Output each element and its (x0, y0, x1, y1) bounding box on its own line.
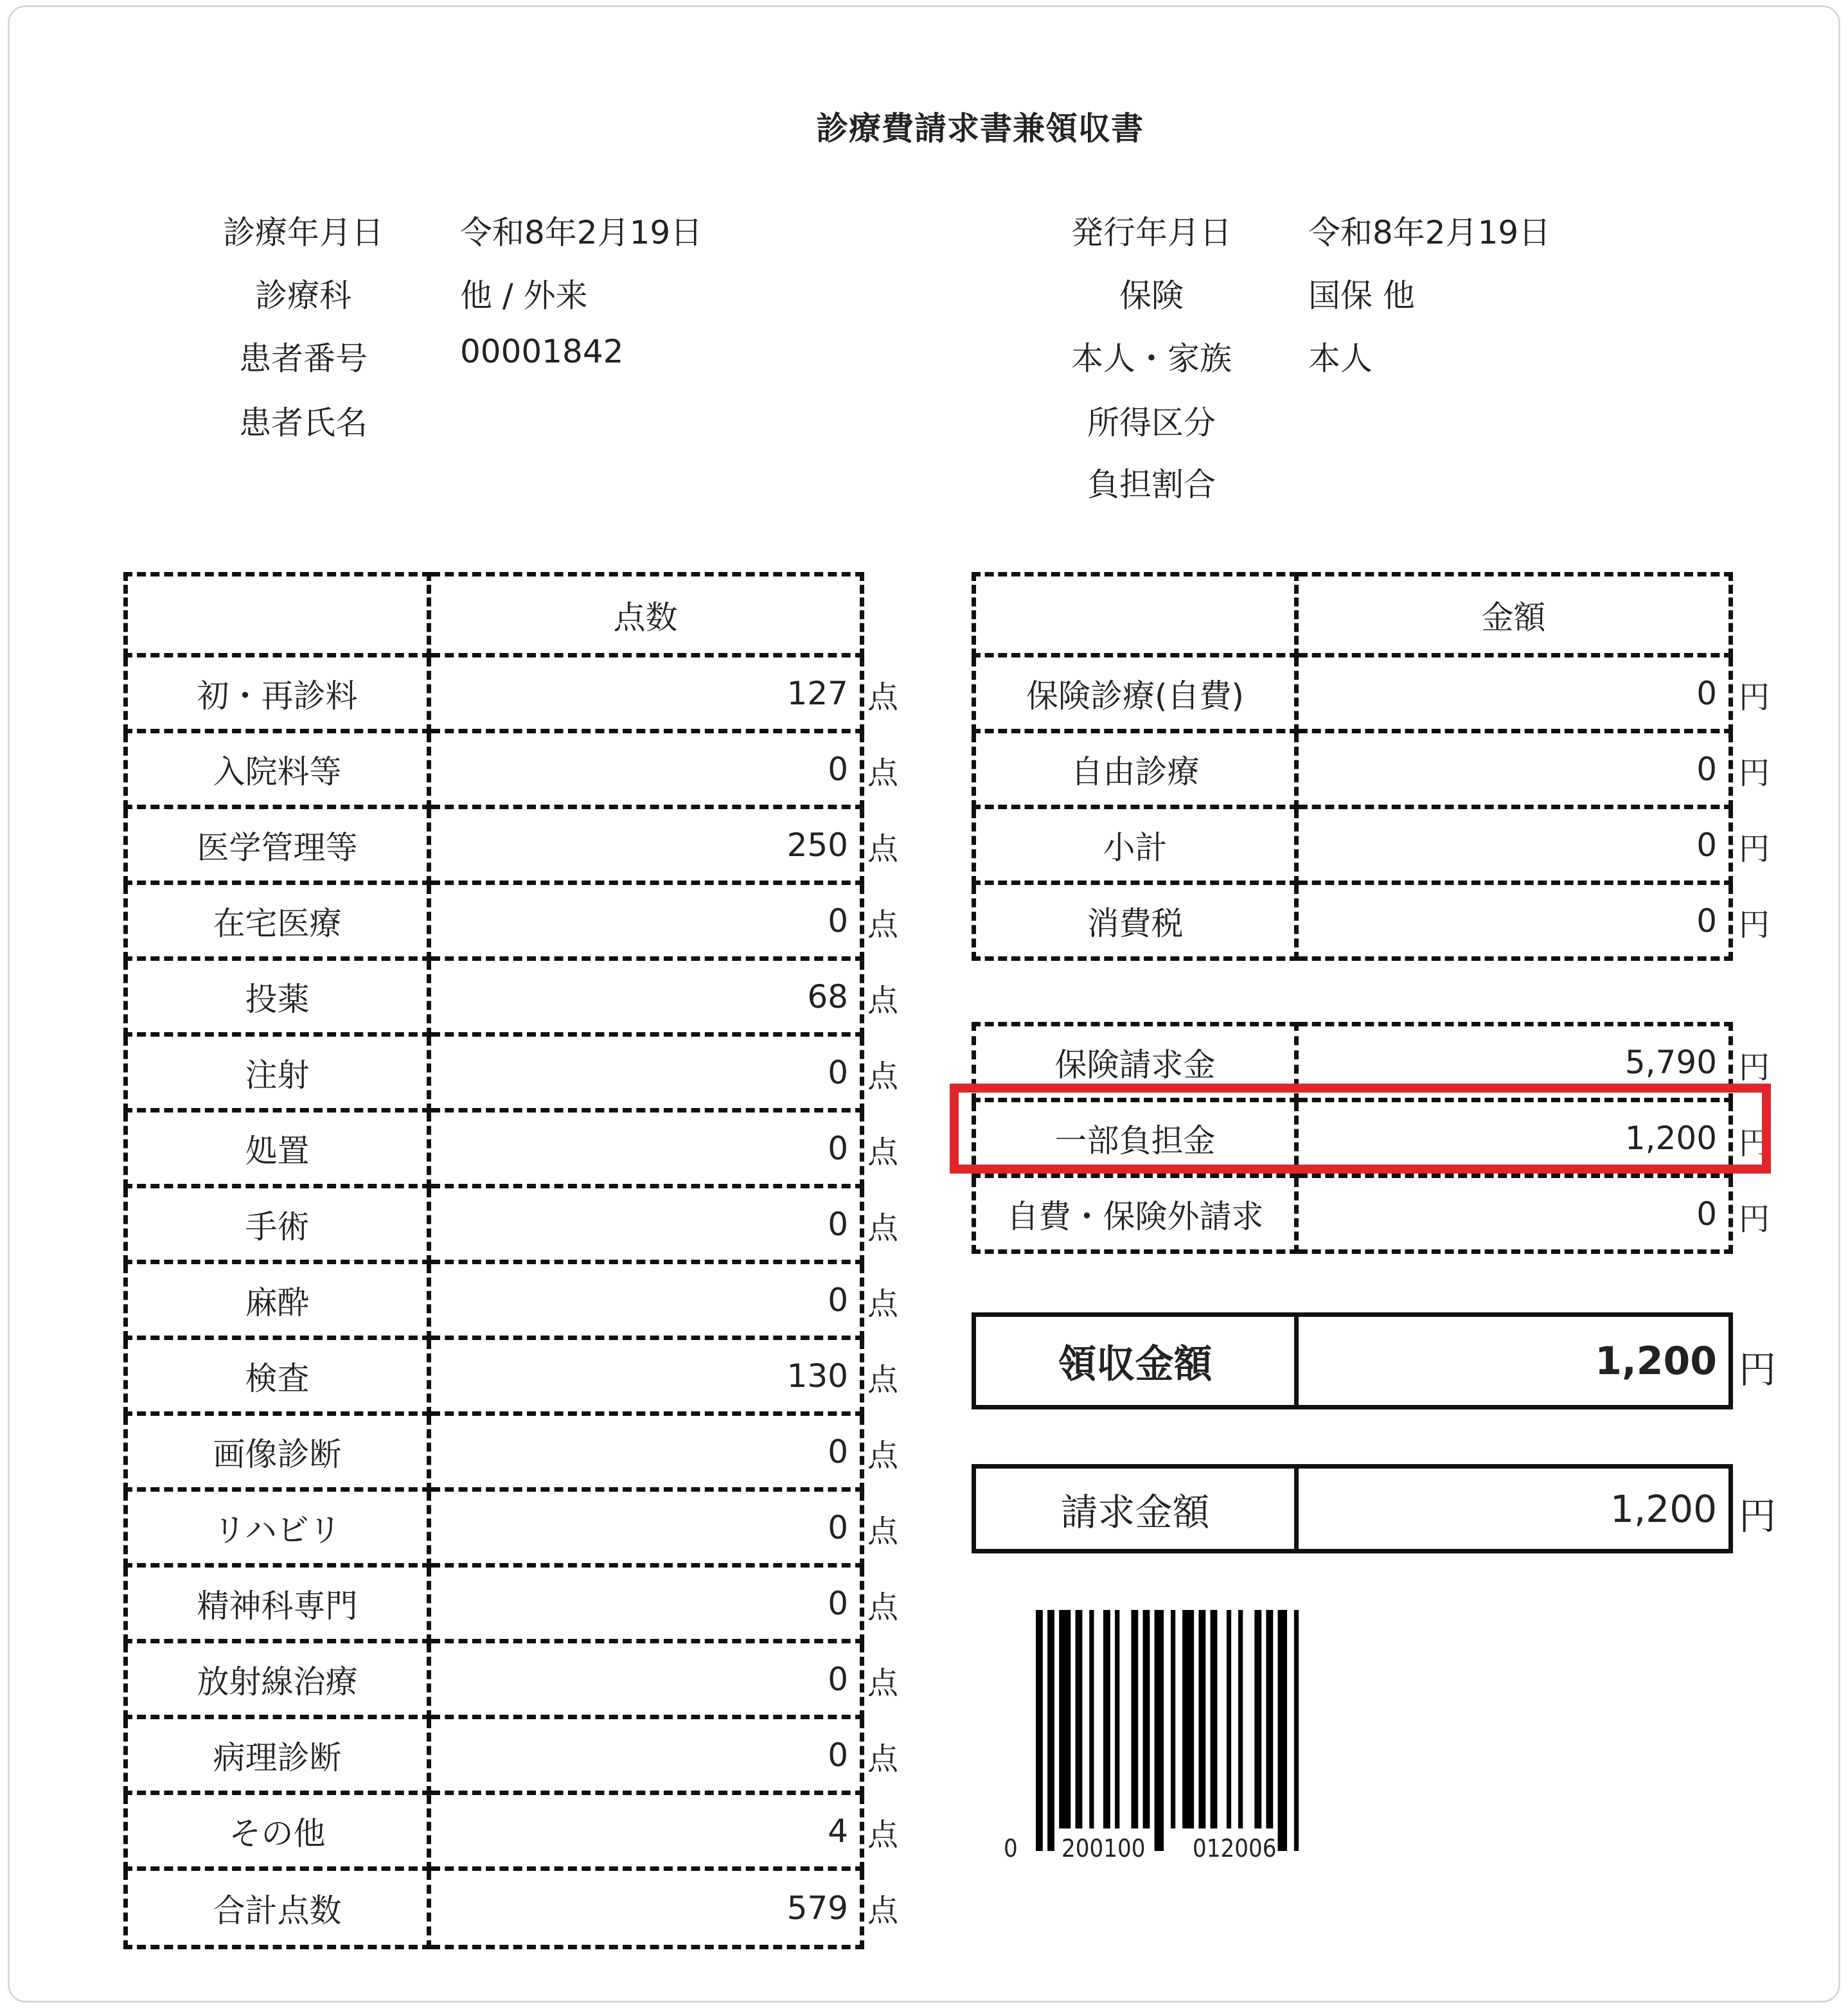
table-row (126, 1111, 862, 1186)
unit-yen: 円 (1739, 755, 1770, 791)
row-label: 処置 (126, 1111, 429, 1186)
received-table (972, 1312, 1733, 1409)
unit-points: 点 (867, 1286, 899, 1322)
row-label: リハビリ (126, 1490, 429, 1566)
row-label: 小計 (974, 807, 1297, 883)
row-value: 1,200 (1297, 1100, 1731, 1176)
barcode-digits-right: 012006 (1193, 1834, 1277, 1863)
unit-points: 点 (867, 831, 899, 867)
unit-yen: 円 (1739, 1494, 1777, 1538)
row-value: 0 (429, 1414, 862, 1490)
unit-yen: 円 (1739, 1125, 1770, 1161)
row-value: 68 (429, 959, 862, 1035)
row-value: 0 (1297, 807, 1731, 883)
barcode-bar (1115, 1610, 1119, 1828)
header-label-patient-number: 患者番号 (239, 340, 368, 377)
barcode-bar (1103, 1610, 1110, 1828)
barcode-bar (1278, 1610, 1287, 1851)
row-value: 5,790 (1297, 1024, 1731, 1100)
billed-label: 請求金額 (974, 1467, 1297, 1551)
amount-table (972, 572, 1733, 961)
unit-yen: 円 (1739, 831, 1770, 867)
amount-table-header-row (974, 575, 1731, 656)
row-value: 0 (429, 731, 862, 807)
row-label: 投薬 (126, 959, 429, 1035)
table-row-total (126, 1869, 862, 1947)
billed-table (972, 1464, 1733, 1553)
header-label-patient-name: 患者氏名 (239, 404, 368, 442)
table-row (126, 1186, 862, 1262)
row-value: 250 (429, 807, 862, 883)
barcode-bar (1254, 1610, 1261, 1828)
table-row (126, 1641, 862, 1717)
barcode-bar (1294, 1610, 1299, 1851)
row-label: 入院料等 (126, 731, 429, 807)
unit-points: 点 (867, 755, 899, 791)
table-row (974, 1176, 1731, 1252)
barcode-bar (1089, 1610, 1094, 1828)
header-value-issue-date: 令和8年2月19日 (1308, 214, 1551, 251)
barcode (1036, 1610, 1306, 1851)
barcode-bar (1047, 1610, 1054, 1851)
table-row (126, 1035, 862, 1111)
row-value: 0 (429, 1111, 862, 1186)
unit-points: 点 (867, 1059, 899, 1095)
row-label: 自費・保険外請求 (974, 1176, 1297, 1252)
row-value: 0 (1297, 656, 1731, 731)
row-value: 0 (429, 1566, 862, 1641)
header-value-patient-number: 00001842 (460, 333, 624, 370)
row-label: 検査 (126, 1338, 429, 1414)
barcode-bar (1036, 1610, 1043, 1851)
amount-table-header-blank (974, 575, 1297, 656)
barcode-bar (1238, 1610, 1243, 1828)
header-value-exam-date: 令和8年2月19日 (460, 214, 703, 251)
row-label: 麻酔 (126, 1262, 429, 1338)
unit-yen: 円 (1739, 1348, 1777, 1391)
row-value: 0 (429, 1035, 862, 1111)
table-row (126, 1490, 862, 1566)
row-label: 保険請求金 (974, 1024, 1297, 1100)
barcode-bar (1211, 1610, 1218, 1828)
received-value: 1,200 (1297, 1315, 1731, 1408)
row-label: 画像診断 (126, 1414, 429, 1490)
unit-yen: 円 (1739, 907, 1770, 943)
row-label: その他 (126, 1793, 429, 1869)
barcode-bar (1198, 1610, 1205, 1828)
header-label-insured-relation: 本人・家族 (1071, 340, 1232, 377)
row-value: 0 (1297, 731, 1731, 807)
row-label: 病理診断 (126, 1717, 429, 1793)
billed-row (974, 1467, 1731, 1551)
table-row (126, 1566, 862, 1641)
unit-yen: 円 (1739, 1201, 1770, 1237)
received-label: 領収金額 (974, 1315, 1297, 1408)
row-label: 精神科専門 (126, 1566, 429, 1641)
row-value: 0 (429, 1490, 862, 1566)
received-row (974, 1315, 1731, 1408)
barcode-bar (1227, 1610, 1231, 1828)
unit-points: 点 (867, 1817, 899, 1853)
barcode-bar (1059, 1610, 1071, 1828)
table-row (126, 959, 862, 1035)
barcode-bar (1131, 1610, 1138, 1828)
table-row (126, 1717, 862, 1793)
row-value: 4 (429, 1793, 862, 1869)
table-row (974, 731, 1731, 807)
unit-points: 点 (867, 1665, 899, 1701)
header-label-department: 診療科 (255, 277, 351, 314)
document-title: 診療費請求書兼領収書 (816, 110, 1144, 147)
highlight-box (950, 1084, 1771, 1174)
row-label: 在宅医療 (126, 883, 429, 959)
unit-points: 点 (867, 983, 899, 1019)
row-value: 0 (429, 1262, 862, 1338)
table-row (974, 656, 1731, 731)
table-row (126, 883, 862, 959)
table-row (126, 731, 862, 807)
unit-points: 点 (867, 1741, 899, 1777)
row-label: 放射線治療 (126, 1641, 429, 1717)
table-row (126, 1793, 862, 1869)
header-value-department: 他 / 外来 (460, 277, 588, 314)
header-value-insurance: 国保 他 (1308, 277, 1415, 314)
unit-points: 点 (867, 1514, 899, 1550)
table-row (126, 1338, 862, 1414)
row-value: 0 (429, 1717, 862, 1793)
table-row (126, 656, 862, 731)
table-row (974, 807, 1731, 883)
row-label: 一部負担金 (974, 1100, 1297, 1176)
barcode-bar (1266, 1610, 1273, 1828)
barcode-digits-mid: 200100 (1062, 1834, 1146, 1863)
barcode-digit-left: 0 (1004, 1834, 1018, 1863)
points-table (123, 572, 864, 1949)
row-label: 保険診療(自費) (974, 656, 1297, 731)
barcode-bar (1155, 1610, 1164, 1851)
unit-yen: 円 (1739, 679, 1770, 715)
unit-points: 点 (867, 1134, 899, 1170)
table-row (126, 1414, 862, 1490)
row-label: 初・再診料 (126, 656, 429, 731)
barcode-bar (1171, 1610, 1175, 1828)
table-row (126, 807, 862, 883)
unit-points: 点 (867, 1589, 899, 1625)
unit-points: 点 (867, 1210, 899, 1246)
unit-points: 点 (867, 1438, 899, 1474)
row-value: 0 (1297, 883, 1731, 959)
header-value-insured-relation: 本人 (1308, 340, 1373, 377)
unit-points: 点 (867, 907, 899, 943)
row-label: 手術 (126, 1186, 429, 1262)
unit-yen: 円 (1739, 1050, 1770, 1086)
unit-points: 点 (867, 679, 899, 715)
header-label-burden-ratio: 負担割合 (1087, 466, 1216, 503)
row-label: 自由診療 (974, 731, 1297, 807)
row-value: 0 (1297, 1176, 1731, 1252)
points-table-header-row (126, 575, 862, 656)
table-row (126, 1262, 862, 1338)
unit-points: 点 (867, 1893, 899, 1929)
row-value: 0 (429, 1641, 862, 1717)
barcode-bar (1182, 1610, 1194, 1828)
table-row (974, 883, 1731, 959)
barcode-bar (1143, 1610, 1150, 1828)
row-label: 消費税 (974, 883, 1297, 959)
row-value: 579 (429, 1869, 862, 1947)
row-value: 0 (429, 1186, 862, 1262)
header-label-insurance: 保険 (1119, 277, 1184, 314)
unit-points: 点 (867, 1362, 899, 1398)
row-label: 医学管理等 (126, 807, 429, 883)
row-value: 130 (429, 1338, 862, 1414)
header-label-exam-date: 診療年月日 (223, 214, 384, 251)
points-table-header-blank (126, 575, 429, 656)
amount-table-header: 金額 (1297, 575, 1731, 656)
header-label-income-class: 所得区分 (1087, 404, 1216, 442)
row-value: 0 (429, 883, 862, 959)
points-table-header: 点数 (429, 575, 862, 656)
header-label-issue-date: 発行年月日 (1071, 214, 1232, 251)
billed-value: 1,200 (1297, 1467, 1731, 1551)
barcode-bar (1076, 1610, 1083, 1828)
row-label: 注射 (126, 1035, 429, 1111)
row-value: 127 (429, 656, 862, 731)
row-label: 合計点数 (126, 1869, 429, 1947)
